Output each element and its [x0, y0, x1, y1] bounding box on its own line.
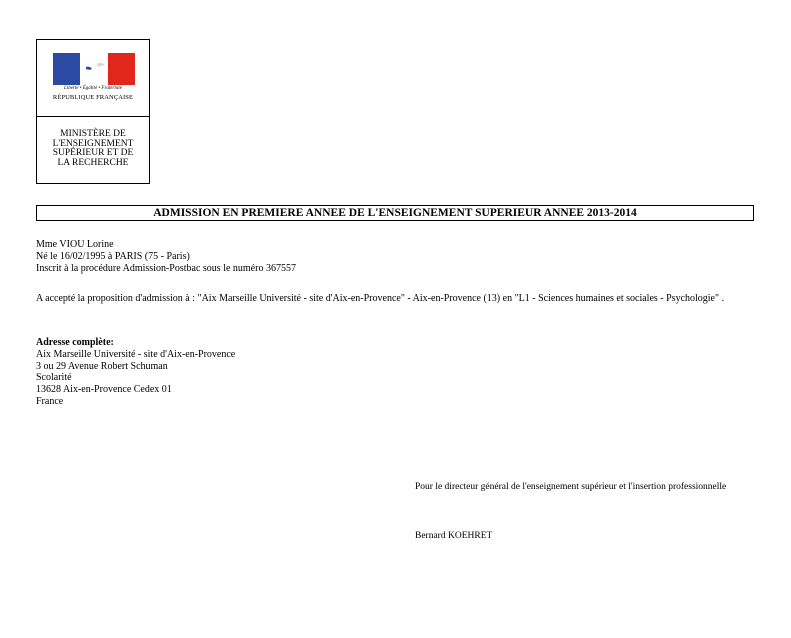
signatory-name: Bernard KOEHRET: [415, 531, 493, 541]
address-line: 3 ou 29 Avenue Robert Schuman: [36, 360, 168, 372]
applicant-info: [36, 239, 296, 274]
acceptance-text: A accepté la proposition d'admission à : "Aix Marseille Université - site d'Aix-en-Provence" - Aix-en-Provence (13) en "L1 - Sciences humaines et sociales - Psychologie" .: [36, 293, 725, 304]
address-line: 13628 Aix-en-Provence Cedex 01: [36, 384, 172, 396]
ministry-name: MINISTÈRE DE L'ENSEIGNEMENT SUPÉRIEUR ET DE LA RECHERCHE: [52, 129, 134, 168]
address-line: Aix Marseille Université - site d'Aix-en-Provence: [36, 348, 236, 360]
logo-divider: [37, 116, 149, 117]
applicant-name: Mme VIOU Lorine: [36, 239, 114, 250]
document-title: ADMISSION EN PREMIERE ANNEE DE L'ENSEIGNEMENT SUPERIEUR ANNEE 2013-2014: [36, 205, 754, 221]
signature-line: Pour le directeur général de l'enseignement supérieur et l'insertion professionnelle: [415, 482, 727, 492]
address-line: Scolarité: [36, 372, 72, 384]
address-line: France: [36, 395, 64, 407]
republic-name: RÉPUBLIQUE FRANÇAISE: [52, 94, 134, 101]
ministry-logo-block: [36, 39, 150, 184]
address-title: Adresse complète:: [36, 337, 114, 348]
applicant-registration: Inscrit à la procédure Admission-Postbac sous le numéro 367557: [36, 262, 296, 274]
republic-motto: Liberté • Égalité • Fraternité: [64, 86, 122, 91]
address-block: [36, 337, 235, 408]
applicant-birth: Né le 16/02/1995 à PARIS (75 - Paris): [36, 250, 190, 262]
acceptance-statement: [36, 293, 726, 305]
marianne-flag-icon: [53, 53, 135, 85]
